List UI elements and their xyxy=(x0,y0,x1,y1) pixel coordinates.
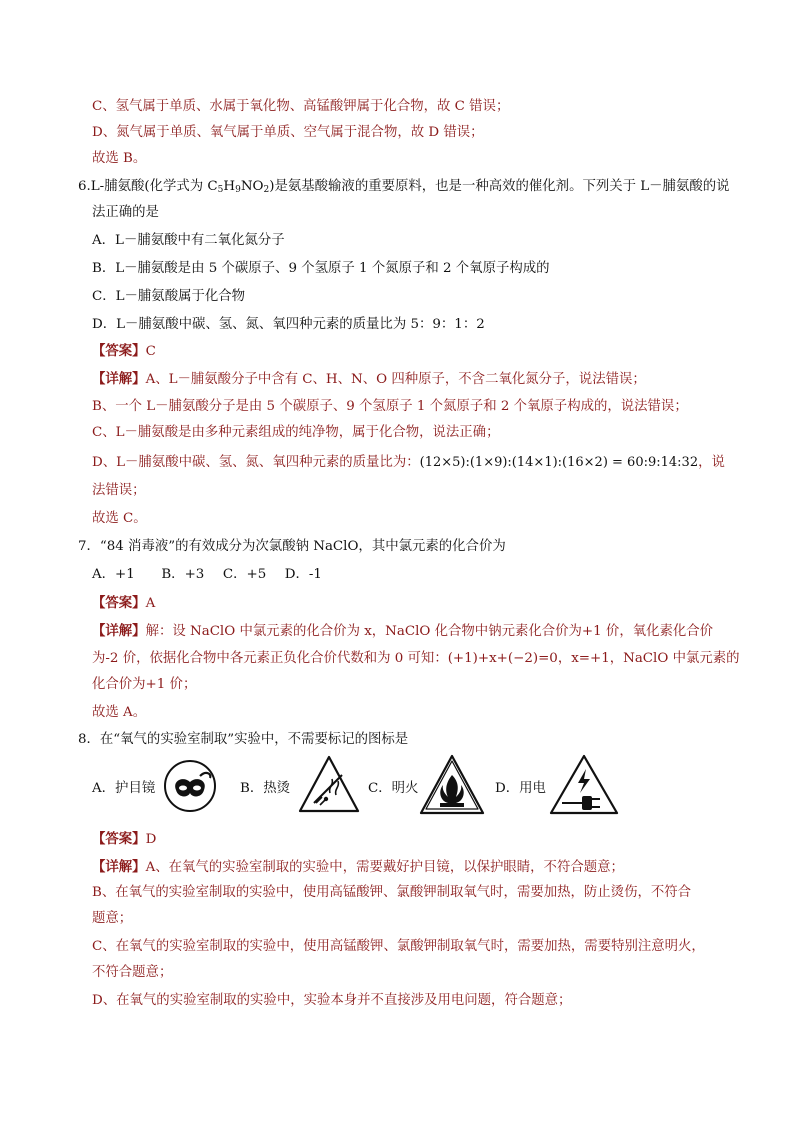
q8-option-a-label: A．护目镜 xyxy=(92,781,156,796)
q8-detail-c-continued: 不符合题意； xyxy=(92,965,173,980)
q7-option-d: D．-1 xyxy=(284,567,322,582)
q8-detail-a: 【详解】A、在氧气的实验室制取的实验中，需要戴好护目镜，以保护眼睛，不符合题意； xyxy=(92,859,624,875)
q7-option-c: C．+5 xyxy=(222,567,267,582)
q7-option-b: B．+3 xyxy=(161,567,205,582)
q6-option-c: C．L－脯氨酸属于化合物 xyxy=(92,289,246,304)
q8-option-c-label: C．明火 xyxy=(368,781,419,796)
q8-option-b-label: B．热烫 xyxy=(240,781,291,796)
q5-conclusion: 故选 B。 xyxy=(92,151,147,166)
q7-stem: 7．“84 消毒液”的有效成分为次氯酸钠 NaClO，其中氯元素的化合价为 xyxy=(78,539,506,554)
electricity-icon xyxy=(548,753,620,817)
q6-detail-a: 【详解】A、L－脯氨酸分子中含有 C、H、N、O 四种原子，不含二氧化氮分子，说法错误； xyxy=(92,371,646,387)
q6-stem: 6.L-脯氨酸(化学式为 $C_5H_9NO_2$)是氨基酸输液的重要原料，也是一种高效的催化剂。下列关于 L－脯氨酸的说 xyxy=(78,179,730,195)
q7-detail-1: 【详解】解：设 NaClO 中氯元素的化合价为 x，NaClO 化合物中钠元素化合价为+1 价，氧化素化合价 xyxy=(92,623,714,639)
q8-detail-b-continued: 题意； xyxy=(92,911,133,926)
hot-surface-icon xyxy=(296,753,362,815)
q6-option-d: D．L－脯氨酸中碳、氢、氮、氧四种元素的质量比为 5：9：1：2 xyxy=(92,317,485,332)
q6-stem-continued: 法正确的是 xyxy=(92,205,159,220)
goggles-icon xyxy=(162,758,218,814)
q7-detail-2: 为-2 价，依据化合物中各元素正负化合价代数和为 0 可知：(+1)+x+(−2)=0，x=+1，NaClO 中氯元素的 xyxy=(92,651,740,666)
q7-detail-3: 化合价为+1 价； xyxy=(92,677,197,692)
q7-options xyxy=(92,566,322,584)
q7-option-a: A．+1 xyxy=(92,567,135,582)
q8-option-d-label: D．用电 xyxy=(495,781,546,796)
q6-option-b: B．L－脯氨酸是由 5 个碳原子、9 个氢原子 1 个氮原子和 2 个氧原子构成的 xyxy=(92,261,550,276)
q5-explanation-d: D、氮气属于单质、氧气属于单质、空气属于混合物，故 D 错误； xyxy=(92,125,484,140)
q6-detail-d: D、L－脯氨酸中碳、氢、氮、氧四种元素的质量比为：(12×5):(1×9):(14×1):(16×2) = 60:9:14:32，说 xyxy=(92,455,725,470)
open-flame-icon xyxy=(418,753,486,817)
mass-ratio-formula: (12×5):(1×9):(14×1):(16×2) = 60:9:14:32 xyxy=(419,455,699,470)
q8-stem: 8．在“氧气的实验室制取”实验中，不需要标记的图标是 xyxy=(78,732,409,747)
q6-detail-d-continued: 法错误； xyxy=(92,483,146,498)
q8-detail-b: B、在氧气的实验室制取的实验中，使用高锰酸钾、氯酸钾制取氧气时，需要加热，防止烫伤，不符合 xyxy=(92,885,692,900)
q6-detail-c: C、L－脯氨酸是由多种元素组成的纯净物，属于化合物，说法正确； xyxy=(92,425,500,440)
q6-conclusion: 故选 C。 xyxy=(92,511,147,526)
q5-explanation-c: C、氢气属于单质、水属于氧化物、高锰酸钾属于化合物，故 C 错误； xyxy=(92,99,510,114)
q8-answer: 【答案】D xyxy=(92,831,157,847)
q7-answer: 【答案】A xyxy=(92,595,156,611)
q8-detail-d: D、在氧气的实验室制取的实验中，实验本身并不直接涉及用电问题，符合题意； xyxy=(92,993,572,1008)
q8-detail-c: C、在氧气的实验室制取的实验中，使用高锰酸钾、氯酸钾制取氧气时，需要加热，需要特别注意明火， xyxy=(92,939,705,954)
q6-detail-b: B、一个 L－脯氨酸分子是由 5 个碳原子、9 个氢原子 1 个氮原子和 2 个氧原子构成的，说法错误； xyxy=(92,399,688,414)
q7-conclusion: 故选 A。 xyxy=(92,705,147,720)
q6-answer: 【答案】C xyxy=(92,343,156,359)
q6-option-a: A．L－脯氨酸中有二氧化氮分子 xyxy=(92,233,285,248)
